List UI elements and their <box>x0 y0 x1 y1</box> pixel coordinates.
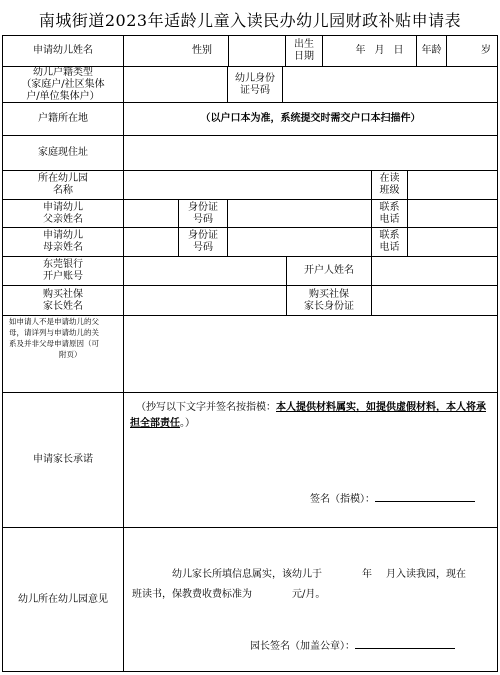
ss-parent-id-input[interactable] <box>372 286 497 315</box>
gender-input[interactable] <box>229 36 285 66</box>
child-id-input[interactable] <box>283 67 497 102</box>
mother-name-label: 申请幼儿 母亲姓名 <box>43 230 83 253</box>
father-name-label: 申请幼儿 父亲姓名 <box>43 201 83 225</box>
father-id-input[interactable] <box>228 200 371 227</box>
hukou-location-note: （以户口本为准，系统提交时需交户口本扫描件） <box>200 113 421 124</box>
hukou-type-input[interactable] <box>124 67 227 102</box>
hukou-location-label: 户籍所在地 <box>38 113 88 124</box>
parent-promise-label: 申请家长承诺 <box>33 454 93 465</box>
age-label: 年龄 <box>421 45 442 56</box>
promise-signature-field[interactable]: 签名（指模）： <box>310 490 495 508</box>
kindergarten-opinion-label: 幼儿所在幼儿园意见 <box>18 593 108 605</box>
class-input[interactable] <box>408 171 497 199</box>
promise-text: （抄写以下文字并签名按指模：本人提供材料属实，如提供虚假材料，本人将承担全部责任。） <box>130 402 486 429</box>
father-name-input[interactable] <box>124 200 178 227</box>
birth-date-input[interactable]: 年 月 日 <box>355 45 404 56</box>
child-id-label: 幼儿身份 证号码 <box>235 72 275 96</box>
hukou-type-label: 幼儿户籍类型 （家庭户/社区集体 户/单位集体户） <box>21 66 105 102</box>
ss-parent-name-input[interactable] <box>124 286 286 315</box>
kindergarten-name-input[interactable] <box>124 171 371 199</box>
form-title: 南城街道2023年适龄儿童入读民办幼儿园财政补贴申请表 <box>38 11 462 30</box>
kindergarten-name-label: 所在幼儿园 名称 <box>38 173 88 196</box>
class-label: 在读 班级 <box>379 173 400 196</box>
home-address-input[interactable] <box>124 136 497 170</box>
ss-parent-id-label: 购买社保 家长身份证 <box>304 288 354 312</box>
applicant-relation-note: 如申请人不是申请幼儿的父 母，请详列与申请幼儿的关 系及并非父母申请原因（可 附页） <box>9 317 99 359</box>
mother-id-label: 身份证 号码 <box>188 230 218 253</box>
applicant-relation-input[interactable] <box>124 316 497 392</box>
mother-id-input[interactable] <box>228 228 371 256</box>
principal-signature-field[interactable]: 园长签名（加盖公章）： <box>250 637 495 655</box>
account-holder-label: 开户人姓名 <box>304 265 354 276</box>
bank-account-input[interactable] <box>124 257 286 285</box>
opinion-text: 幼儿家长所填信息属实，该幼儿于 年 月入读我园，现在 班读书，保教费收费标准为 元/月。 <box>132 569 466 600</box>
father-id-label: 身份证 号码 <box>188 201 218 225</box>
account-holder-input[interactable] <box>372 257 497 285</box>
father-phone-label: 联系 电话 <box>379 201 400 225</box>
bank-account-label: 东莞银行 开户账号 <box>43 259 83 282</box>
age-input[interactable]: 岁 <box>481 45 491 56</box>
mother-phone-input[interactable] <box>408 228 497 256</box>
father-phone-input[interactable] <box>408 200 497 227</box>
home-address-label: 家庭现住址 <box>38 147 88 158</box>
child-name-label: 申请幼儿姓名 <box>33 45 93 56</box>
birth-date-label: 出生 日期 <box>294 39 314 62</box>
mother-name-input[interactable] <box>124 228 178 256</box>
ss-parent-name-label: 购买社保 家长姓名 <box>43 288 83 312</box>
mother-phone-label: 联系 电话 <box>379 230 400 253</box>
gender-label: 性别 <box>192 45 212 56</box>
